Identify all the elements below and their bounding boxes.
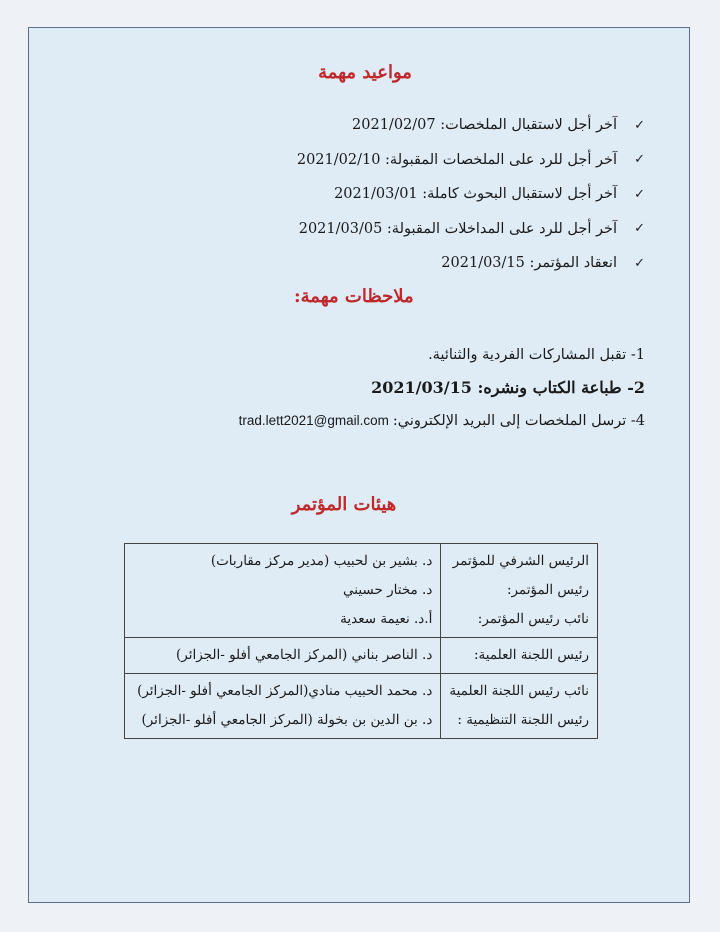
date-item-text: انعقاد المؤتمر: 2021/03/15 <box>441 255 617 272</box>
bodies-heading: هيئات المؤتمر <box>291 494 397 515</box>
list-item <box>225 212 645 247</box>
role-cell <box>441 674 598 739</box>
check-icon: ✓ <box>634 117 645 133</box>
important-dates-heading: مواعيد مهمة <box>318 62 412 83</box>
check-icon: ✓ <box>634 152 645 168</box>
note-item <box>205 338 645 371</box>
person-name: د. الناصر بناني (المركز الجامعي أفلو -الجزائر) <box>175 647 433 663</box>
note-text: 4- ترسل الملخصات إلى البريد الإلكتروني: <box>392 412 645 429</box>
role-label: نائب رئيس المؤتمر: <box>477 611 589 627</box>
document-page <box>28 27 690 903</box>
role-label: رئيس المؤتمر: <box>506 582 589 598</box>
person-name: د. مختار حسيني <box>343 582 433 598</box>
note-text: 2- طباعة الكتاب ونشره: 2021/03/15 <box>371 378 645 397</box>
note-item <box>205 371 645 404</box>
date-item-text: آخر أجل لاستقبال الملخصات: 2021/02/07 <box>352 117 617 134</box>
important-dates-list <box>225 108 645 281</box>
name-cell <box>125 674 441 739</box>
email-link[interactable]: trad.lett2021@gmail.com <box>238 413 389 428</box>
role-cell <box>441 638 598 674</box>
person-name: د. بن الدين بن بخولة (المركز الجامعي أفلو -الجزائر) <box>141 712 433 728</box>
list-item <box>225 108 645 143</box>
person-name: أ.د. نعيمة سعدية <box>340 611 433 627</box>
date-item-text: آخر أجل للرد على الملخصات المقبولة: 2021/02/10 <box>296 151 617 168</box>
table-row <box>125 544 598 638</box>
name-cell <box>125 638 441 674</box>
list-item <box>225 143 645 178</box>
role-label: الرئيس الشرفي للمؤتمر <box>452 553 589 569</box>
note-text: 1- تقبل المشاركات الفردية والثنائية. <box>428 346 645 363</box>
person-name: د. محمد الحبيب منادي(المركز الجامعي أفلو -الجزائر) <box>137 683 433 699</box>
check-icon: ✓ <box>634 186 645 202</box>
list-item <box>225 177 645 212</box>
role-label: رئيس اللجنة التنظيمية : <box>457 712 589 728</box>
note-item <box>205 404 645 437</box>
check-icon: ✓ <box>634 255 645 271</box>
table-row <box>125 674 598 739</box>
table-row <box>125 638 598 674</box>
role-cell <box>441 544 598 638</box>
role-label: رئيس اللجنة العلمية: <box>473 647 589 663</box>
list-item <box>225 246 645 281</box>
date-item-text: آخر أجل للرد على المداخلات المقبولة: 2021/03/05 <box>298 220 617 237</box>
bodies-table <box>124 543 598 739</box>
notes-list <box>205 338 645 437</box>
role-label: نائب رئيس اللجنة العلمية <box>449 683 589 699</box>
notes-heading: ملاحظات مهمة: <box>294 286 414 307</box>
name-cell <box>125 544 441 638</box>
person-name: د. بشير بن لحبيب (مدير مركز مقاربات) <box>210 553 433 569</box>
check-icon: ✓ <box>634 221 645 237</box>
date-item-text: آخر أجل لاستقبال البحوث كاملة: 2021/03/01 <box>334 186 617 203</box>
